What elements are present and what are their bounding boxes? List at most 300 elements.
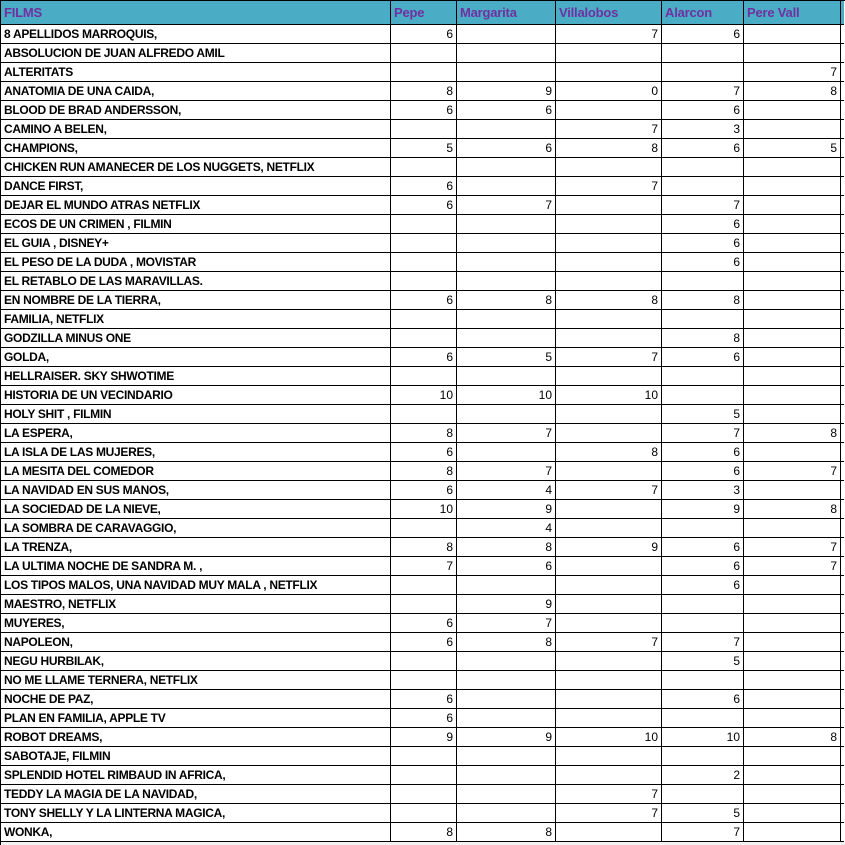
rating-cell-villalobos[interactable]: 7 <box>556 633 662 652</box>
rating-cell-alarcon[interactable]: 3 <box>662 481 744 500</box>
rating-cell-alarcon[interactable]: 7 <box>662 196 744 215</box>
rating-cell-villalobos[interactable] <box>556 500 662 519</box>
rating-cell-pere-vall[interactable]: 7 <box>744 462 841 481</box>
rating-cell-margarita[interactable]: 8 <box>457 291 556 310</box>
rating-cell-villalobos[interactable] <box>556 652 662 671</box>
film-title-cell[interactable]: LA MESITA DEL COMEDOR <box>1 462 391 481</box>
film-title-cell[interactable]: GOLDA, <box>1 348 391 367</box>
rating-cell-alarcon[interactable] <box>662 595 744 614</box>
table-row <box>1 595 845 614</box>
rating-cell-alarcon[interactable] <box>662 785 744 804</box>
rating-cell-margarita[interactable] <box>457 253 556 272</box>
table-row <box>1 120 845 139</box>
rating-cell-pepe[interactable] <box>391 253 457 272</box>
column-header-alarcon[interactable]: Alarcon <box>662 1 744 25</box>
rating-cell-margarita[interactable]: 8 <box>457 538 556 557</box>
row-edge-sliver <box>841 671 844 690</box>
rating-cell-villalobos[interactable] <box>556 747 662 766</box>
film-title-cell[interactable]: ANATOMIA DE UNA CAIDA, <box>1 82 391 101</box>
rating-cell-margarita[interactable] <box>457 63 556 82</box>
table-row <box>1 671 845 690</box>
rating-cell-pere-vall[interactable] <box>744 329 841 348</box>
rating-cell-margarita[interactable] <box>457 215 556 234</box>
film-title-cell[interactable]: TEDDY LA MAGIA DE LA NAVIDAD, <box>1 785 391 804</box>
rating-cell-pepe[interactable]: 6 <box>391 291 457 310</box>
rating-cell-villalobos[interactable] <box>556 272 662 291</box>
table-row <box>1 785 845 804</box>
rating-cell-villalobos[interactable] <box>556 709 662 728</box>
rating-cell-pere-vall[interactable]: 7 <box>744 63 841 82</box>
film-title-cell[interactable]: NEGU HURBILAK, <box>1 652 391 671</box>
table-row <box>1 329 845 348</box>
rating-cell-margarita[interactable] <box>457 766 556 785</box>
rating-cell-pere-vall[interactable] <box>744 101 841 120</box>
rating-cell-alarcon[interactable]: 2 <box>662 766 744 785</box>
rating-cell-villalobos[interactable] <box>556 215 662 234</box>
film-title-cell[interactable]: LA ESPERA, <box>1 424 391 443</box>
rating-cell-pepe[interactable] <box>391 671 457 690</box>
rating-cell-pere-vall[interactable] <box>744 386 841 405</box>
rating-cell-pere-vall[interactable] <box>744 652 841 671</box>
film-title-cell[interactable]: LA SOCIEDAD DE LA NIEVE, <box>1 500 391 519</box>
column-header-margarita[interactable]: Margarita <box>457 1 556 25</box>
table-row <box>1 44 845 63</box>
table-row <box>1 557 845 576</box>
rating-cell-pepe[interactable]: 6 <box>391 633 457 652</box>
rating-cell-pepe[interactable]: 8 <box>391 82 457 101</box>
table-row <box>1 234 845 253</box>
rating-cell-alarcon[interactable]: 10 <box>662 728 744 747</box>
rating-cell-pere-vall[interactable] <box>744 272 841 291</box>
rating-cell-villalobos[interactable]: 7 <box>556 177 662 196</box>
rating-cell-pepe[interactable] <box>391 367 457 386</box>
rating-cell-villalobos[interactable]: 7 <box>556 25 662 44</box>
rating-cell-villalobos[interactable] <box>556 557 662 576</box>
rating-cell-villalobos[interactable]: 10 <box>556 386 662 405</box>
row-edge-sliver <box>841 538 844 557</box>
rating-cell-pere-vall[interactable]: 7 <box>744 557 841 576</box>
rating-cell-pere-vall[interactable] <box>744 158 841 177</box>
rating-cell-alarcon[interactable]: 6 <box>662 25 744 44</box>
rating-cell-villalobos[interactable] <box>556 329 662 348</box>
rating-cell-pepe[interactable] <box>391 310 457 329</box>
table-row <box>1 424 845 443</box>
row-edge-sliver <box>841 823 844 842</box>
row-edge-sliver <box>841 253 844 272</box>
row-edge-sliver <box>841 728 844 747</box>
rating-cell-margarita[interactable] <box>457 690 556 709</box>
film-title-cell[interactable]: NOCHE DE PAZ, <box>1 690 391 709</box>
rating-cell-alarcon[interactable]: 7 <box>662 823 744 842</box>
rating-cell-margarita[interactable] <box>457 785 556 804</box>
rating-cell-pere-vall[interactable] <box>744 215 841 234</box>
film-title-cell[interactable]: ROBOT DREAMS, <box>1 728 391 747</box>
rating-cell-margarita[interactable] <box>457 652 556 671</box>
rating-cell-alarcon[interactable] <box>662 747 744 766</box>
rating-cell-pepe[interactable] <box>391 747 457 766</box>
film-title-cell[interactable]: LOS TIPOS MALOS, UNA NAVIDAD MUY MALA , NETFLIX <box>1 576 391 595</box>
rating-cell-alarcon[interactable] <box>662 614 744 633</box>
film-title-cell[interactable]: WONKA, <box>1 823 391 842</box>
row-edge-sliver <box>841 652 844 671</box>
rating-cell-pepe[interactable]: 6 <box>391 690 457 709</box>
film-title-cell[interactable]: LA ULTIMA NOCHE DE SANDRA M. , <box>1 557 391 576</box>
rating-cell-pepe[interactable]: 6 <box>391 348 457 367</box>
rating-cell-margarita[interactable] <box>457 25 556 44</box>
rating-cell-pere-vall[interactable] <box>744 25 841 44</box>
table-row <box>1 443 845 462</box>
rating-cell-alarcon[interactable] <box>662 519 744 538</box>
rating-cell-pere-vall[interactable] <box>744 310 841 329</box>
rating-cell-pepe[interactable] <box>391 120 457 139</box>
film-title-cell[interactable]: MUYERES, <box>1 614 391 633</box>
film-title-cell[interactable]: 8 APELLIDOS MARROQUIS, <box>1 25 391 44</box>
rating-cell-pepe[interactable]: 6 <box>391 709 457 728</box>
film-title-cell[interactable]: CHAMPIONS, <box>1 139 391 158</box>
rating-cell-margarita[interactable]: 6 <box>457 139 556 158</box>
rating-cell-villalobos[interactable] <box>556 405 662 424</box>
rating-cell-margarita[interactable]: 8 <box>457 823 556 842</box>
rating-cell-pepe[interactable] <box>391 766 457 785</box>
rating-cell-villalobos[interactable] <box>556 158 662 177</box>
film-title-cell[interactable]: LA SOMBRA DE CARAVAGGIO, <box>1 519 391 538</box>
row-edge-sliver <box>841 63 844 82</box>
rating-cell-pepe[interactable] <box>391 234 457 253</box>
rating-cell-pepe[interactable]: 8 <box>391 538 457 557</box>
rating-cell-margarita[interactable] <box>457 709 556 728</box>
rating-cell-pere-vall[interactable] <box>744 291 841 310</box>
rating-cell-pere-vall[interactable]: 8 <box>744 728 841 747</box>
rating-cell-margarita[interactable] <box>457 177 556 196</box>
table-row <box>1 576 845 595</box>
rating-cell-pere-vall[interactable] <box>744 234 841 253</box>
rating-cell-pepe[interactable] <box>391 272 457 291</box>
rating-cell-villalobos[interactable]: 7 <box>556 348 662 367</box>
rating-cell-pere-vall[interactable] <box>744 633 841 652</box>
rating-cell-villalobos[interactable] <box>556 595 662 614</box>
film-title-cell[interactable]: FAMILIA, NETFLIX <box>1 310 391 329</box>
rating-cell-pepe[interactable] <box>391 215 457 234</box>
rating-cell-villalobos[interactable] <box>556 196 662 215</box>
rating-cell-margarita[interactable]: 9 <box>457 595 556 614</box>
rating-cell-pepe[interactable]: 8 <box>391 462 457 481</box>
rating-cell-alarcon[interactable]: 6 <box>662 101 744 120</box>
rating-cell-villalobos[interactable] <box>556 462 662 481</box>
rating-cell-pere-vall[interactable] <box>744 177 841 196</box>
film-title-cell[interactable]: MAESTRO, NETFLIX <box>1 595 391 614</box>
rating-cell-alarcon[interactable] <box>662 671 744 690</box>
rating-cell-pere-vall[interactable] <box>744 443 841 462</box>
rating-cell-pepe[interactable] <box>391 329 457 348</box>
rating-cell-alarcon[interactable]: 6 <box>662 462 744 481</box>
rating-cell-pepe[interactable] <box>391 576 457 595</box>
rating-cell-alarcon[interactable]: 6 <box>662 234 744 253</box>
rating-cell-margarita[interactable] <box>457 443 556 462</box>
rating-cell-alarcon[interactable] <box>662 272 744 291</box>
rating-cell-villalobos[interactable] <box>556 823 662 842</box>
rating-cell-pepe[interactable]: 8 <box>391 823 457 842</box>
rating-cell-margarita[interactable] <box>457 804 556 823</box>
rating-cell-margarita[interactable] <box>457 329 556 348</box>
row-edge-sliver <box>841 120 844 139</box>
column-header-villalobos[interactable]: Villalobos <box>556 1 662 25</box>
rating-cell-pepe[interactable] <box>391 44 457 63</box>
film-title-cell[interactable]: EL RETABLO DE LAS MARAVILLAS. <box>1 272 391 291</box>
rating-cell-alarcon[interactable]: 5 <box>662 405 744 424</box>
film-title-cell[interactable]: GODZILLA MINUS ONE <box>1 329 391 348</box>
row-edge-sliver <box>841 690 844 709</box>
film-title-cell[interactable]: NO ME LLAME TERNERA, NETFLIX <box>1 671 391 690</box>
rating-cell-pepe[interactable] <box>391 785 457 804</box>
rating-cell-margarita[interactable]: 10 <box>457 386 556 405</box>
rating-cell-pepe[interactable]: 6 <box>391 443 457 462</box>
rating-cell-villalobos[interactable]: 10 <box>556 728 662 747</box>
rating-cell-pere-vall[interactable]: 5 <box>744 139 841 158</box>
rating-cell-margarita[interactable] <box>457 272 556 291</box>
rating-cell-pepe[interactable] <box>391 63 457 82</box>
rating-cell-villalobos[interactable] <box>556 576 662 595</box>
film-title-cell[interactable]: SPLENDID HOTEL RIMBAUD IN AFRICA, <box>1 766 391 785</box>
rating-cell-margarita[interactable]: 9 <box>457 728 556 747</box>
rating-cell-alarcon[interactable] <box>662 386 744 405</box>
rating-cell-pepe[interactable]: 6 <box>391 614 457 633</box>
row-edge-sliver <box>841 196 844 215</box>
rating-cell-villalobos[interactable]: 7 <box>556 481 662 500</box>
rating-cell-villalobos[interactable]: 7 <box>556 785 662 804</box>
film-title-cell[interactable]: SABOTAJE, FILMIN <box>1 747 391 766</box>
rating-cell-alarcon[interactable]: 5 <box>662 804 744 823</box>
film-title-cell[interactable]: BLOOD DE BRAD ANDERSSON, <box>1 101 391 120</box>
rating-cell-pere-vall[interactable] <box>744 766 841 785</box>
rating-cell-margarita[interactable]: 8 <box>457 633 556 652</box>
film-title-cell[interactable]: PLAN EN FAMILIA, APPLE TV <box>1 709 391 728</box>
rating-cell-pepe[interactable] <box>391 595 457 614</box>
table-row <box>1 500 845 519</box>
rating-cell-villalobos[interactable]: 9 <box>556 538 662 557</box>
rating-cell-villalobos[interactable]: 8 <box>556 139 662 158</box>
rating-cell-pere-vall[interactable] <box>744 804 841 823</box>
column-header-pepe[interactable]: Pepe <box>391 1 457 25</box>
rating-cell-alarcon[interactable]: 5 <box>662 652 744 671</box>
rating-cell-margarita[interactable] <box>457 44 556 63</box>
table-row <box>1 804 845 823</box>
rating-cell-villalobos[interactable]: 8 <box>556 291 662 310</box>
rating-cell-margarita[interactable]: 7 <box>457 462 556 481</box>
rating-cell-margarita[interactable] <box>457 576 556 595</box>
rating-cell-pere-vall[interactable] <box>744 747 841 766</box>
rating-cell-villalobos[interactable]: 8 <box>556 443 662 462</box>
rating-cell-pepe[interactable] <box>391 519 457 538</box>
rating-cell-margarita[interactable]: 4 <box>457 481 556 500</box>
rating-cell-alarcon[interactable] <box>662 310 744 329</box>
rating-cell-margarita[interactable]: 6 <box>457 557 556 576</box>
column-header-films[interactable]: FILMS <box>1 1 391 25</box>
rating-cell-villalobos[interactable] <box>556 253 662 272</box>
rating-cell-margarita[interactable]: 4 <box>457 519 556 538</box>
rating-cell-pere-vall[interactable] <box>744 576 841 595</box>
row-edge-sliver <box>841 614 844 633</box>
film-title-cell[interactable]: HELLRAISER. SKY SHWOTIME <box>1 367 391 386</box>
rating-cell-pepe[interactable] <box>391 158 457 177</box>
rating-cell-alarcon[interactable] <box>662 44 744 63</box>
rating-cell-alarcon[interactable]: 9 <box>662 500 744 519</box>
rating-cell-pepe[interactable]: 9 <box>391 728 457 747</box>
rating-cell-alarcon[interactable]: 7 <box>662 633 744 652</box>
table-row <box>1 177 845 196</box>
rating-cell-margarita[interactable] <box>457 234 556 253</box>
rating-cell-villalobos[interactable] <box>556 766 662 785</box>
rating-cell-pere-vall[interactable] <box>744 481 841 500</box>
rating-cell-villalobos[interactable] <box>556 234 662 253</box>
rating-cell-alarcon[interactable]: 6 <box>662 538 744 557</box>
film-title-cell[interactable]: HOLY SHIT , FILMIN <box>1 405 391 424</box>
film-title-cell[interactable]: EL GUIA , DISNEY+ <box>1 234 391 253</box>
rating-cell-pepe[interactable]: 10 <box>391 500 457 519</box>
rating-cell-alarcon[interactable]: 6 <box>662 576 744 595</box>
rating-cell-pepe[interactable] <box>391 405 457 424</box>
rating-cell-margarita[interactable]: 9 <box>457 82 556 101</box>
row-edge-sliver <box>841 82 844 101</box>
film-title-cell[interactable]: CAMINO A BELEN, <box>1 120 391 139</box>
rating-cell-alarcon[interactable] <box>662 177 744 196</box>
column-header-pere-vall[interactable]: Pere Vall <box>744 1 841 25</box>
rating-cell-pere-vall[interactable] <box>744 44 841 63</box>
rating-cell-alarcon[interactable] <box>662 709 744 728</box>
table-row <box>1 728 845 747</box>
rating-cell-pere-vall[interactable] <box>744 367 841 386</box>
rating-cell-margarita[interactable] <box>457 405 556 424</box>
rating-cell-pere-vall[interactable] <box>744 348 841 367</box>
rating-cell-alarcon[interactable]: 6 <box>662 443 744 462</box>
rating-cell-margarita[interactable]: 7 <box>457 196 556 215</box>
rating-cell-alarcon[interactable]: 7 <box>662 424 744 443</box>
rating-cell-pere-vall[interactable] <box>744 671 841 690</box>
rating-cell-villalobos[interactable] <box>556 63 662 82</box>
film-title-cell[interactable]: CHICKEN RUN AMANECER DE LOS NUGGETS, NETFLIX <box>1 158 391 177</box>
rating-cell-alarcon[interactable]: 8 <box>662 291 744 310</box>
rating-cell-margarita[interactable]: 9 <box>457 500 556 519</box>
film-title-cell[interactable]: NAPOLEON, <box>1 633 391 652</box>
film-title-cell[interactable]: ABSOLUCION DE JUAN ALFREDO AMIL <box>1 44 391 63</box>
rating-cell-villalobos[interactable] <box>556 367 662 386</box>
rating-cell-pepe[interactable]: 6 <box>391 25 457 44</box>
rating-cell-villalobos[interactable] <box>556 310 662 329</box>
rating-cell-margarita[interactable]: 7 <box>457 424 556 443</box>
row-edge-sliver <box>841 405 844 424</box>
rating-cell-pepe[interactable]: 5 <box>391 139 457 158</box>
film-title-cell[interactable]: ALTERITATS <box>1 63 391 82</box>
rating-cell-pere-vall[interactable]: 7 <box>744 538 841 557</box>
rating-cell-margarita[interactable] <box>457 671 556 690</box>
rating-cell-pepe[interactable]: 8 <box>391 424 457 443</box>
table-body <box>1 25 845 842</box>
film-title-cell[interactable]: TONY SHELLY Y LA LINTERNA MAGICA, <box>1 804 391 823</box>
rating-cell-pepe[interactable]: 6 <box>391 481 457 500</box>
rating-cell-pere-vall[interactable] <box>744 405 841 424</box>
film-title-cell[interactable]: EL PESO DE LA DUDA , MOVISTAR <box>1 253 391 272</box>
rating-cell-pere-vall[interactable] <box>744 519 841 538</box>
film-title-cell[interactable]: LA NAVIDAD EN SUS MANOS, <box>1 481 391 500</box>
rating-cell-pere-vall[interactable] <box>744 120 841 139</box>
rating-cell-pere-vall[interactable] <box>744 595 841 614</box>
film-title-cell[interactable]: LA ISLA DE LAS MUJERES, <box>1 443 391 462</box>
rating-cell-pepe[interactable]: 7 <box>391 557 457 576</box>
rating-cell-alarcon[interactable] <box>662 63 744 82</box>
rating-cell-alarcon[interactable] <box>662 367 744 386</box>
film-title-cell[interactable]: ECOS DE UN CRIMEN , FILMIN <box>1 215 391 234</box>
row-edge-sliver <box>841 595 844 614</box>
rating-cell-villalobos[interactable] <box>556 671 662 690</box>
rating-cell-pere-vall[interactable]: 8 <box>744 82 841 101</box>
rating-cell-margarita[interactable] <box>457 367 556 386</box>
rating-cell-alarcon[interactable]: 7 <box>662 82 744 101</box>
rating-cell-margarita[interactable] <box>457 310 556 329</box>
rating-cell-margarita[interactable]: 5 <box>457 348 556 367</box>
table-row <box>1 766 845 785</box>
rating-cell-alarcon[interactable]: 6 <box>662 139 744 158</box>
film-title-cell[interactable]: DANCE FIRST, <box>1 177 391 196</box>
rating-cell-villalobos[interactable]: 7 <box>556 120 662 139</box>
rating-cell-villalobos[interactable] <box>556 519 662 538</box>
row-edge-sliver <box>841 747 844 766</box>
rating-cell-pepe[interactable]: 6 <box>391 101 457 120</box>
film-title-cell[interactable]: DEJAR EL MUNDO ATRAS NETFLIX <box>1 196 391 215</box>
rating-cell-villalobos[interactable] <box>556 424 662 443</box>
rating-cell-pere-vall[interactable] <box>744 690 841 709</box>
rating-cell-pepe[interactable]: 10 <box>391 386 457 405</box>
rating-cell-alarcon[interactable]: 6 <box>662 690 744 709</box>
row-edge-sliver <box>841 310 844 329</box>
rating-cell-margarita[interactable] <box>457 120 556 139</box>
table-row <box>1 82 845 101</box>
film-title-cell[interactable]: LA TRENZA, <box>1 538 391 557</box>
rating-cell-alarcon[interactable]: 6 <box>662 557 744 576</box>
rating-cell-margarita[interactable] <box>457 158 556 177</box>
rating-cell-pere-vall[interactable] <box>744 253 841 272</box>
rating-cell-alarcon[interactable]: 3 <box>662 120 744 139</box>
rating-cell-pepe[interactable] <box>391 652 457 671</box>
rating-cell-villalobos[interactable] <box>556 614 662 633</box>
row-edge-sliver <box>841 500 844 519</box>
rating-cell-pepe[interactable]: 6 <box>391 196 457 215</box>
rating-cell-margarita[interactable] <box>457 747 556 766</box>
rating-cell-villalobos[interactable] <box>556 44 662 63</box>
rating-cell-alarcon[interactable]: 6 <box>662 348 744 367</box>
rating-cell-pere-vall[interactable] <box>744 614 841 633</box>
rating-cell-margarita[interactable]: 6 <box>457 101 556 120</box>
rating-cell-pere-vall[interactable] <box>744 823 841 842</box>
rating-cell-pere-vall[interactable]: 8 <box>744 424 841 443</box>
rating-cell-alarcon[interactable]: 6 <box>662 215 744 234</box>
rating-cell-villalobos[interactable] <box>556 101 662 120</box>
rating-cell-pere-vall[interactable] <box>744 709 841 728</box>
rating-cell-pepe[interactable] <box>391 804 457 823</box>
rating-cell-alarcon[interactable]: 8 <box>662 329 744 348</box>
film-title-cell[interactable]: HISTORIA DE UN VECINDARIO <box>1 386 391 405</box>
rating-cell-pepe[interactable]: 6 <box>391 177 457 196</box>
rating-cell-alarcon[interactable] <box>662 158 744 177</box>
rating-cell-pere-vall[interactable]: 8 <box>744 500 841 519</box>
rating-cell-pere-vall[interactable] <box>744 196 841 215</box>
rating-cell-pere-vall[interactable] <box>744 785 841 804</box>
rating-cell-alarcon[interactable]: 6 <box>662 253 744 272</box>
table-row <box>1 272 845 291</box>
rating-cell-villalobos[interactable] <box>556 690 662 709</box>
rating-cell-villalobos[interactable]: 0 <box>556 82 662 101</box>
rating-cell-margarita[interactable]: 7 <box>457 614 556 633</box>
rating-cell-villalobos[interactable]: 7 <box>556 804 662 823</box>
film-title-cell[interactable]: EN NOMBRE DE LA TIERRA, <box>1 291 391 310</box>
